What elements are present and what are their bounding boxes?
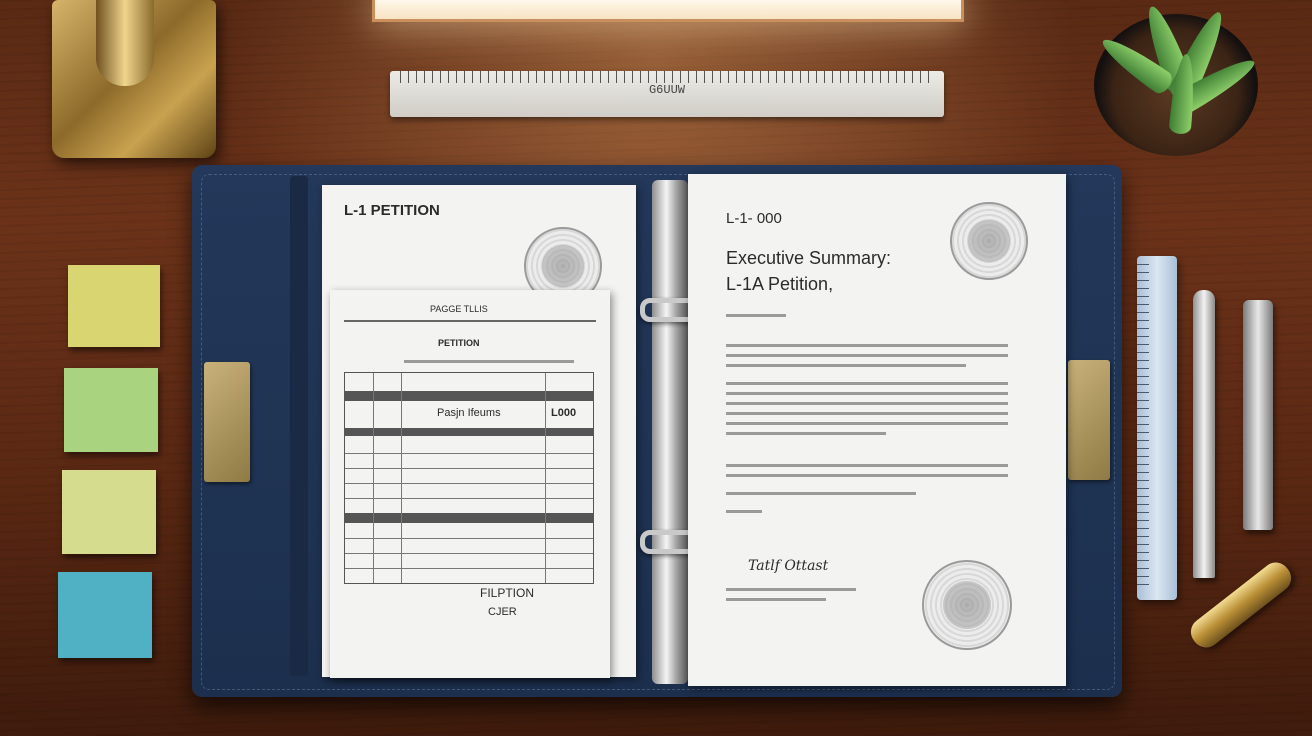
left-document-title: L-1 PETITION (344, 202, 440, 219)
lamp-light (372, 0, 964, 22)
steel-ruler (390, 71, 944, 117)
right-document-heading-2: L-1A Petition, (726, 274, 834, 294)
sticky-note-pale (62, 470, 156, 554)
executive-summary-page (688, 174, 1066, 686)
form-footer-line2: CJER (488, 606, 517, 618)
petition-form-page (330, 290, 610, 678)
lamp-icon (96, 0, 154, 86)
right-document-heading-1: Executive Summary: (726, 248, 892, 268)
binder-strap (290, 176, 308, 676)
form-footer-line1: FILPTION (480, 586, 535, 600)
pen-icon (1193, 290, 1215, 578)
form-table-label: Pasjn Ifeums (437, 407, 501, 419)
sticky-note-green (64, 368, 158, 452)
plant-icon (1094, 14, 1258, 156)
brass-label-left (204, 362, 250, 482)
signature: Tatlf Ottast (748, 558, 829, 574)
form-table (344, 372, 594, 584)
brass-label-right (1068, 360, 1110, 480)
pen-icon (1243, 300, 1273, 530)
ruler-label: G6UUW (648, 83, 685, 97)
right-document-ref: L-1- 000 (726, 210, 782, 227)
form-table-value: L000 (551, 407, 577, 419)
sticky-note-teal (58, 572, 152, 658)
seal-icon (950, 202, 1028, 280)
sticky-note-yellow (68, 265, 160, 347)
seal-icon (922, 560, 1012, 650)
blue-ruler (1137, 256, 1177, 600)
ring-binder-spine (652, 180, 688, 684)
form-header: PAGGE TLLIS (430, 304, 488, 314)
form-subheader: PETITION (438, 338, 480, 348)
